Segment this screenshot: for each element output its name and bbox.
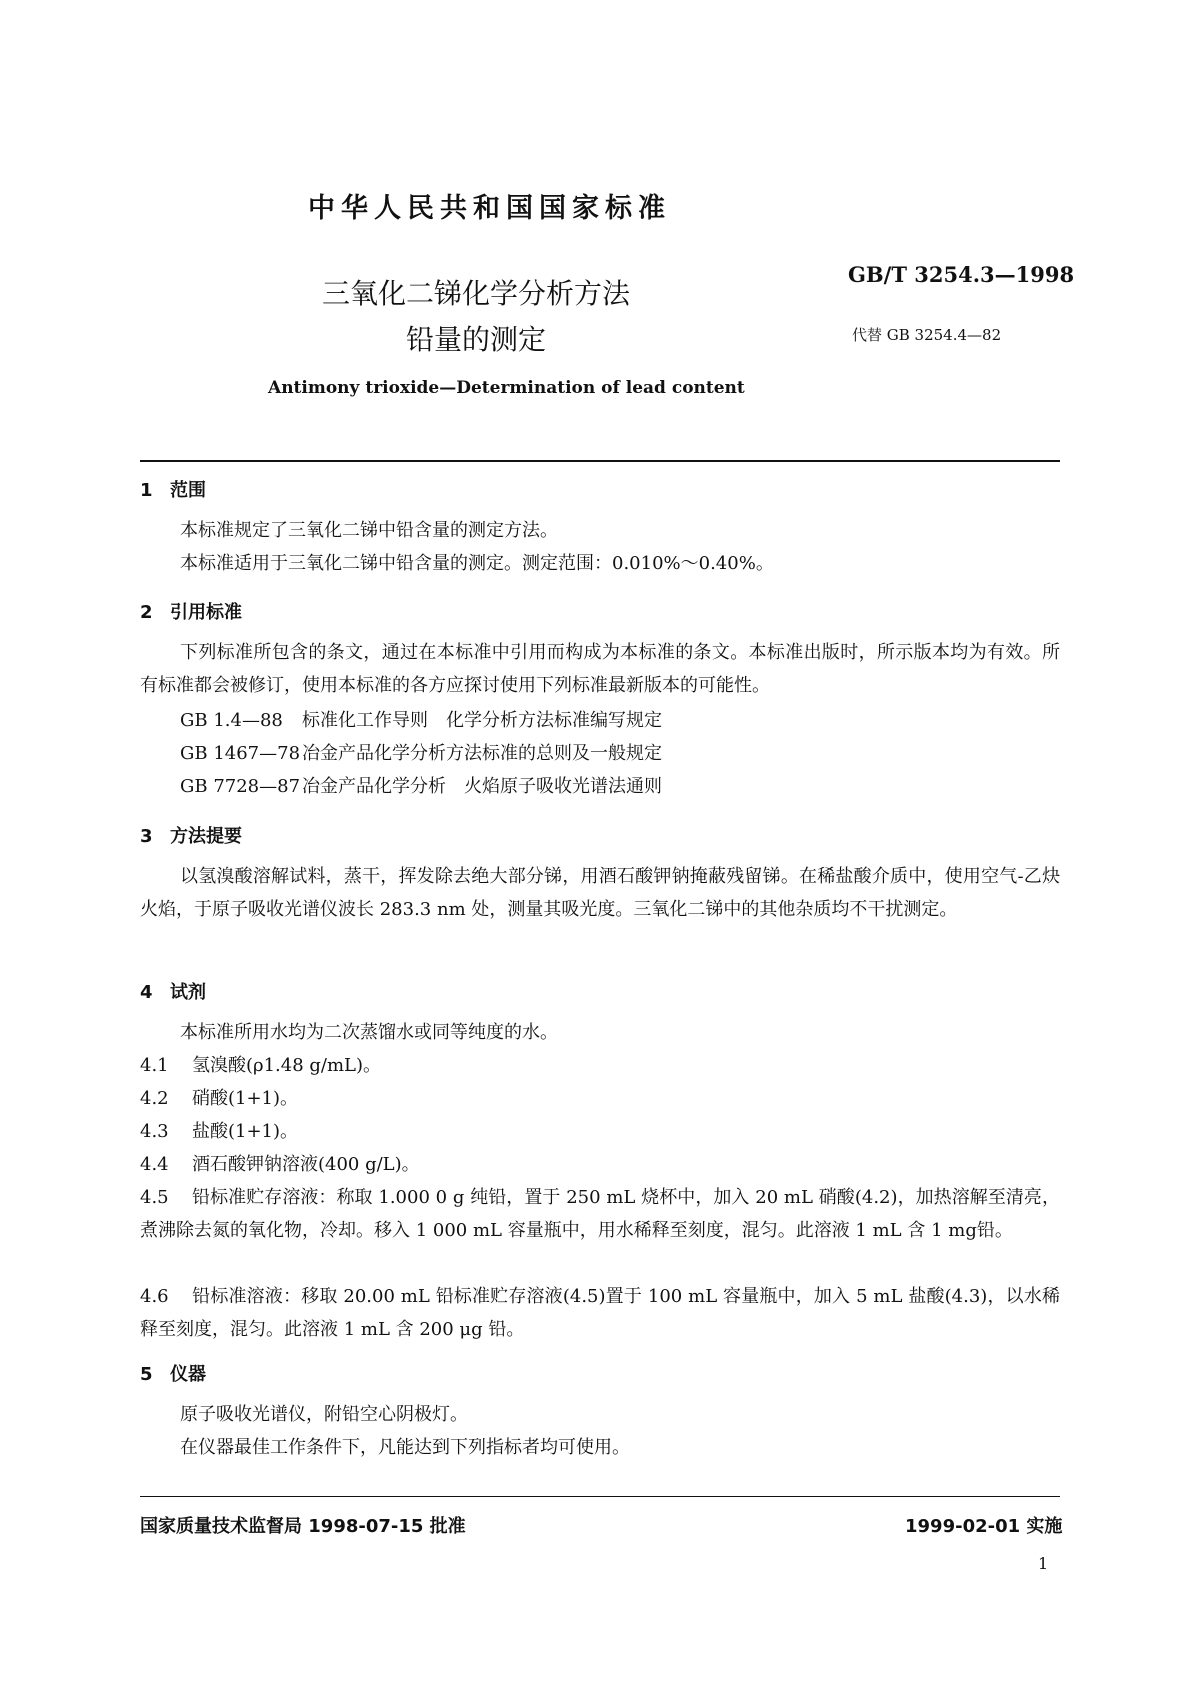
english-title: Antimony trioxide—Determination of lead content bbox=[268, 378, 745, 398]
reference-code: GB 1.4—88 bbox=[180, 710, 283, 731]
section-4-paragraph-1: 本标准所用水均为二次蒸馏水或同等纯度的水。 bbox=[180, 1022, 558, 1043]
reference-item bbox=[180, 739, 662, 765]
section-5-heading bbox=[140, 1360, 206, 1386]
item-text: 硝酸(1+1)。 bbox=[192, 1088, 299, 1109]
item-text: 酒石酸钾钠溶液(400 g/L)。 bbox=[192, 1154, 420, 1175]
section-1-heading bbox=[140, 476, 206, 502]
reference-title: 冶金产品化学分析 火焰原子吸收光谱法通则 bbox=[302, 776, 662, 797]
item-number: 4.5 bbox=[140, 1187, 169, 1208]
effective-date: 1999-02-01 实施 bbox=[905, 1516, 1063, 1537]
section-number: 4 bbox=[140, 982, 153, 1003]
reagent-item bbox=[140, 1115, 1060, 1148]
item-text: 氢溴酸(ρ1.48 g/mL)。 bbox=[192, 1055, 382, 1076]
title-line-2: 铅量的测定 bbox=[406, 323, 547, 356]
reference-code: GB 7728—87 bbox=[180, 776, 301, 797]
section-title: 引用标准 bbox=[170, 602, 242, 623]
reference-item bbox=[180, 706, 662, 732]
section-title: 范围 bbox=[170, 480, 206, 501]
reference-code: GB 1467—78 bbox=[180, 743, 301, 764]
reagent-item bbox=[140, 1148, 1060, 1181]
section-title: 方法提要 bbox=[170, 826, 242, 847]
reference-item bbox=[180, 772, 662, 798]
item-number: 4.1 bbox=[140, 1055, 169, 1076]
reagent-item bbox=[140, 1082, 1060, 1115]
item-text: 铅标准溶液：移取 20.00 mL 铅标准贮存溶液(4.5)置于 100 mL 容量瓶中，加入 5 mL 盐酸(4.3)，以水稀释至刻度，混匀。此溶液 1 mL 含 200 μg 铅。 bbox=[140, 1286, 1060, 1340]
standard-code: GB/T 3254.3—1998 bbox=[848, 262, 1075, 287]
section-number: 5 bbox=[140, 1364, 153, 1385]
item-number: 4.6 bbox=[140, 1286, 169, 1307]
section-title: 试剂 bbox=[170, 982, 206, 1003]
reagent-item bbox=[140, 1280, 1060, 1346]
section-5-paragraph-1: 原子吸收光谱仪，附铅空心阴极灯。 bbox=[180, 1404, 468, 1425]
item-number: 4.3 bbox=[140, 1121, 169, 1142]
title-line-1: 三氧化二锑化学分析方法 bbox=[322, 277, 631, 310]
item-text: 铅标准贮存溶液：称取 1.000 0 g 纯铅，置于 250 mL 烧杯中，加入 20 mL 硝酸(4.2)，加热溶解至清亮，煮沸除去氮的氧化物，冷却。移入 1 000 mL 容量瓶中，用水稀释至刻度，混匀。此溶液 1 mL 含 1 mg铅。 bbox=[140, 1187, 1060, 1241]
section-title: 仪器 bbox=[170, 1364, 206, 1385]
item-number: 4.2 bbox=[140, 1088, 169, 1109]
replaces-code: 代替 GB 3254.4—82 bbox=[852, 326, 1002, 344]
section-number: 2 bbox=[140, 602, 153, 623]
reference-title: 标准化工作导则 化学分析方法标准编写规定 bbox=[302, 710, 662, 731]
section-1-paragraph-2: 本标准适用于三氧化二锑中铅含量的测定。测定范围：0.010%～0.40%。 bbox=[180, 553, 774, 574]
reference-title: 冶金产品化学分析方法标准的总则及一般规定 bbox=[302, 743, 662, 764]
section-5-paragraph-2: 在仪器最佳工作条件下，凡能达到下列指标者均可使用。 bbox=[180, 1437, 630, 1458]
section-3-paragraph-1: 以氢溴酸溶解试料，蒸干，挥发除去绝大部分锑，用酒石酸钾钠掩蔽残留锑。在稀盐酸介质中，使用空气-乙炔火焰，于原子吸收光谱仪波长 283.3 nm 处，测量其吸光度。三氧化二锑中的其他杂质均不干扰测定。 bbox=[140, 866, 1060, 920]
section-number: 1 bbox=[140, 480, 153, 501]
reagent-item bbox=[140, 1181, 1060, 1247]
footer-divider bbox=[140, 1496, 1060, 1497]
section-3-heading bbox=[140, 822, 242, 848]
item-number: 4.4 bbox=[140, 1154, 169, 1175]
reagent-item bbox=[140, 1049, 1060, 1082]
section-1-paragraph-1: 本标准规定了三氧化二锑中铅含量的测定方法。 bbox=[180, 520, 558, 541]
section-2-heading bbox=[140, 598, 242, 624]
item-text: 盐酸(1+1)。 bbox=[192, 1121, 299, 1142]
national-standard-heading: 中华人民共和国国家标准 bbox=[308, 193, 671, 224]
approval-note: 国家质量技术监督局 1998-07-15 批准 bbox=[140, 1516, 466, 1537]
page-number: 1 bbox=[1038, 1554, 1049, 1573]
header-divider bbox=[140, 460, 1060, 462]
section-number: 3 bbox=[140, 826, 153, 847]
section-4-heading bbox=[140, 978, 206, 1004]
section-2-paragraph-1: 下列标准所包含的条文，通过在本标准中引用而构成为本标准的条文。本标准出版时，所示版本均为有效。所有标准都会被修订，使用本标准的各方应探讨使用下列标准最新版本的可能性。 bbox=[140, 642, 1060, 696]
